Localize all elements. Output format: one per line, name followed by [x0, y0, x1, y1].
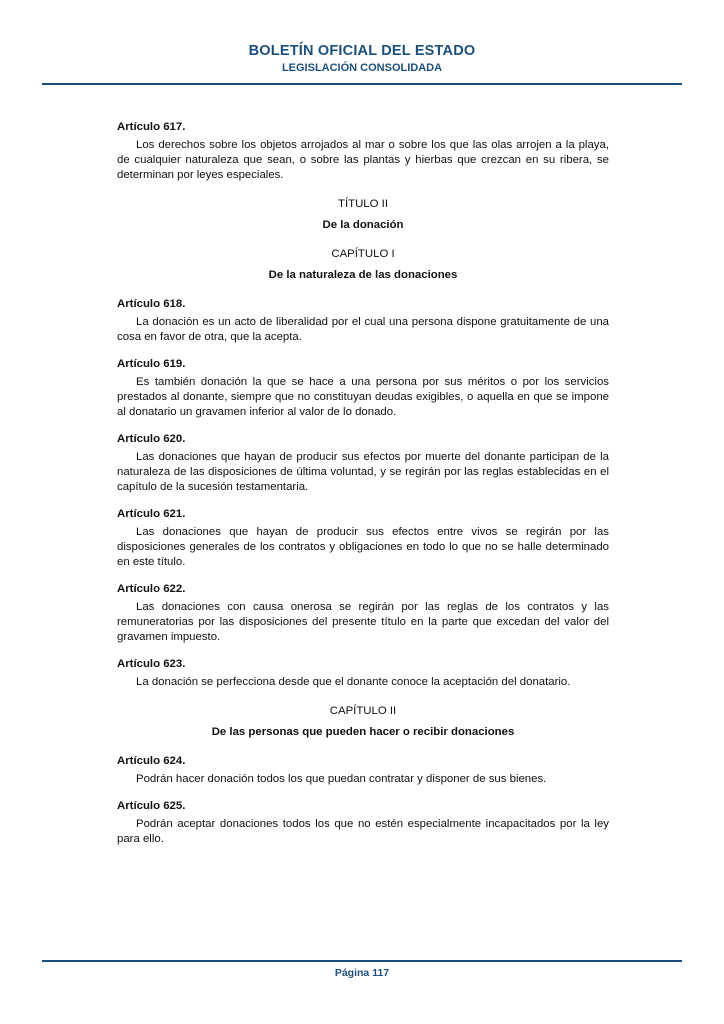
article-text: Los derechos sobre los objetos arrojados al mar o sobre los que las olas arrojen a la playa, de cualquier naturaleza que sean, o sobre las plantas y hierbas que crezcan en su ribera, se determinan por leyes especiales.: [117, 139, 609, 181]
article-text: La donación se perfecciona desde que el donante conoce la aceptación del donatario.: [136, 676, 571, 688]
article-618: [117, 297, 609, 345]
page-number: Página 117: [334, 967, 390, 979]
title-heading: TÍTULO II: [338, 198, 388, 210]
article-617: [117, 120, 609, 183]
article-title: Artículo 619.: [117, 358, 186, 370]
article-text: Las donaciones con causa onerosa se regirán por las reglas de los contratos y las remuneratorias por las disposiciones del presente título en la parte que excedan del valor del gravamen impuesto.: [117, 601, 609, 643]
article-620: [117, 432, 609, 495]
article-text: Las donaciones que hayan de producir sus efectos por muerte del donante participan de la naturaleza de las disposiciones de última voluntad, y se regirán por las reglas establecidas en el capítulo de la sucesión testamentaria.: [117, 451, 609, 493]
article-title: Artículo 617.: [117, 121, 186, 133]
header-divider: [42, 83, 682, 85]
chapter-heading: CAPÍTULO I: [331, 248, 395, 260]
article-text: Podrán aceptar donaciones todos los que no estén especialmente incapacitados por la ley para ello.: [117, 818, 609, 845]
article-text: La donación es un acto de liberalidad por el cual una persona dispone gratuitamente de una cosa en favor de otra, que la acepta.: [117, 316, 609, 343]
article-623: [117, 657, 609, 690]
article-624: [117, 754, 609, 787]
article-619: [117, 357, 609, 420]
chapter-heading: CAPÍTULO II: [329, 705, 397, 717]
article-622: [117, 582, 609, 645]
header-title: BOLETÍN OFICIAL DEL ESTADO: [248, 43, 476, 59]
article-text: Es también donación la que se hace a una persona por sus méritos o por los servicios prestados al donante, siempre que no constituyan deudas exigibles, o aquella en que se impone al donatario un gravamen inferior al valor de lo donado.: [117, 376, 609, 418]
article-title: Artículo 623.: [117, 658, 186, 670]
article-625: [117, 799, 609, 847]
document-body: [117, 120, 609, 859]
document-header: [0, 42, 724, 76]
chapter-name: De la naturaleza de las donaciones: [268, 269, 458, 281]
chapter-name: De las personas que pueden hacer o recibir donaciones: [211, 726, 515, 738]
article-621: [117, 507, 609, 570]
article-title: Artículo 625.: [117, 800, 186, 812]
title-name: De la donación: [322, 219, 404, 231]
article-text: Las donaciones que hayan de producir sus efectos entre vivos se regirán por las disposiciones generales de los contratos y obligaciones en todo lo que no se halle determinado en este título.: [117, 526, 609, 568]
article-title: Artículo 621.: [117, 508, 186, 520]
article-title: Artículo 620.: [117, 433, 186, 445]
article-title: Artículo 624.: [117, 755, 186, 767]
header-subtitle: LEGISLACIÓN CONSOLIDADA: [281, 62, 443, 74]
article-title: Artículo 622.: [117, 583, 186, 595]
article-text: Podrán hacer donación todos los que puedan contratar y disponer de sus bienes.: [136, 773, 547, 785]
article-title: Artículo 618.: [117, 298, 186, 310]
footer-divider: [42, 960, 682, 962]
